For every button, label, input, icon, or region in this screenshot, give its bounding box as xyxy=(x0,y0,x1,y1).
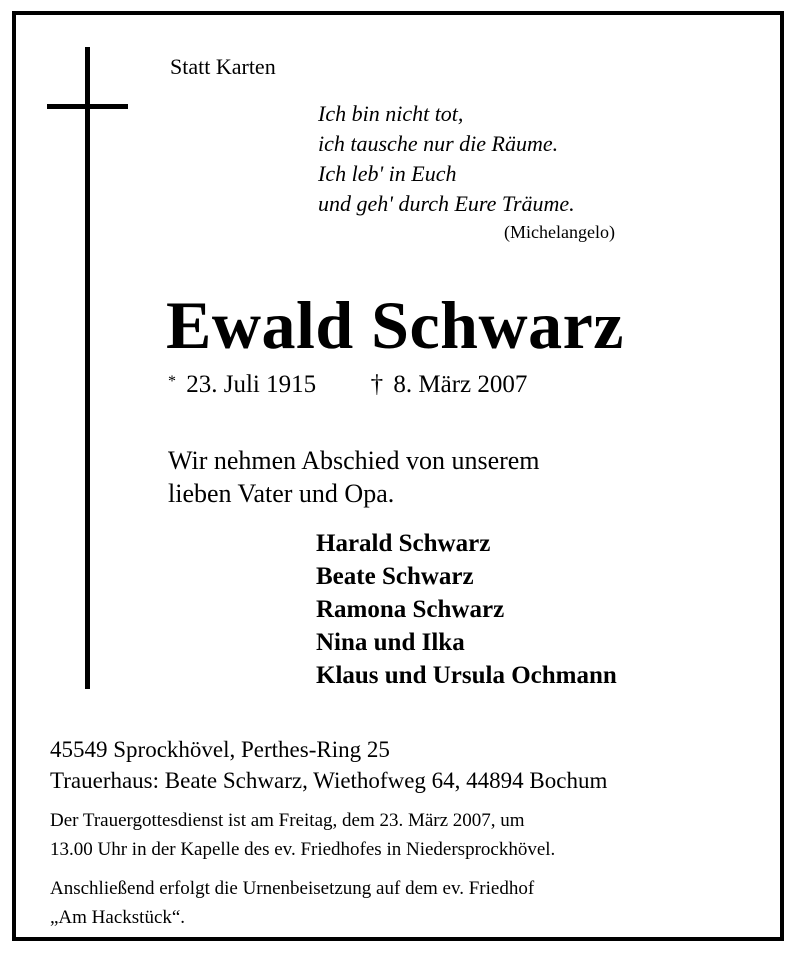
poem-line: ich tausche nur die Räume. xyxy=(318,131,559,156)
address-block xyxy=(50,734,607,796)
poem-attribution: (Michelangelo) xyxy=(504,222,615,242)
service-line: Der Trauergottesdienst ist am Freitag, dem 23. März 2007, um xyxy=(50,810,525,831)
signer: Klaus und Ursula Ochmann xyxy=(316,662,617,689)
signer: Nina und Ilka xyxy=(316,629,465,656)
service-info xyxy=(50,806,555,864)
address-line: Trauerhaus: Beate Schwarz, Wiethofweg 64, 44894 Bochum xyxy=(50,768,608,793)
address-line: 45549 Sprockhövel, Perthes-Ring 25 xyxy=(50,737,390,762)
service-line: 13.00 Uhr in der Kapelle des ev. Friedhofes in Niedersprockhövel. xyxy=(50,839,556,860)
burial-info xyxy=(50,874,534,932)
burial-line: „Am Hackstück“. xyxy=(50,907,186,928)
birth-date: 23. Juli 1915 xyxy=(186,371,317,398)
signers-list xyxy=(316,527,617,692)
deceased-name: Ewald Schwarz xyxy=(166,287,624,363)
farewell-line: lieben Vater und Opa. xyxy=(168,479,395,508)
birth-symbol: * xyxy=(168,373,176,390)
poem xyxy=(318,99,575,219)
poem-line: Ich bin nicht tot, xyxy=(318,101,464,126)
farewell-line: Wir nehmen Abschied von unserem xyxy=(168,446,540,475)
signer: Ramona Schwarz xyxy=(316,596,505,623)
cross-horizontal-bar xyxy=(47,104,128,109)
header-text: Statt Karten xyxy=(170,54,276,79)
signer: Harald Schwarz xyxy=(316,530,491,557)
poem-line: und geh' durch Eure Träume. xyxy=(318,191,575,216)
cross-vertical-bar xyxy=(85,47,90,689)
death-date: 8. März 2007 xyxy=(393,371,528,398)
signer: Beate Schwarz xyxy=(316,563,474,590)
burial-line: Anschließend erfolgt die Urnenbeisetzung auf dem ev. Friedhof xyxy=(50,878,535,899)
poem-line: Ich leb' in Euch xyxy=(318,161,457,186)
farewell-text xyxy=(168,444,540,510)
life-dates xyxy=(168,371,527,399)
death-symbol: † xyxy=(370,371,384,398)
